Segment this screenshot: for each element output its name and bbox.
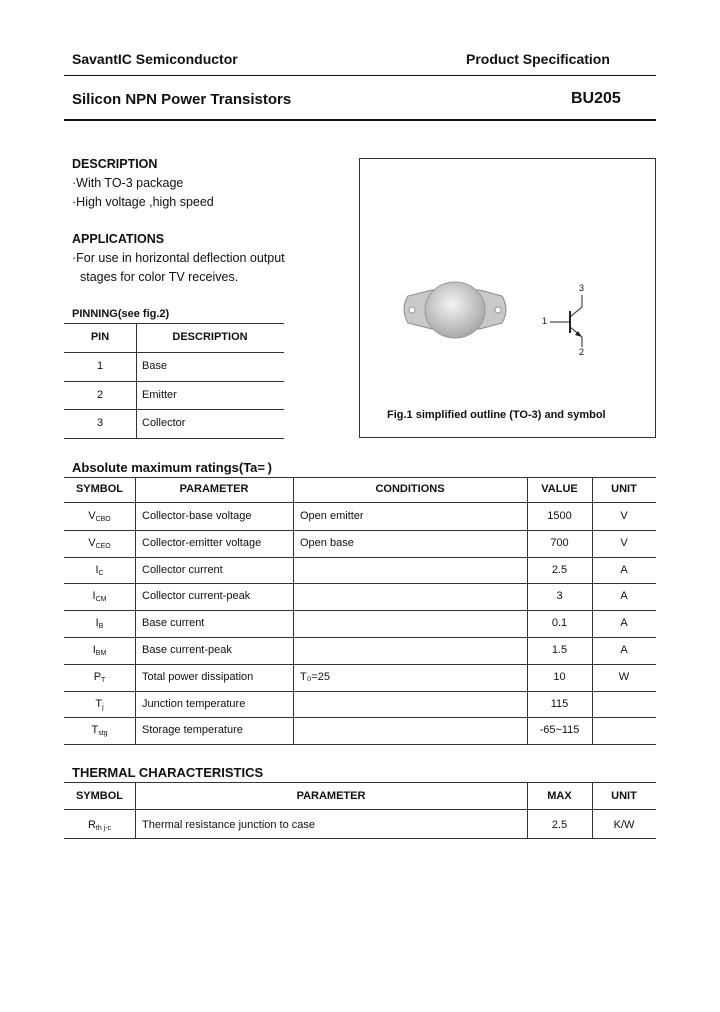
abs-symbol: $V_{CBO}$ [88,510,111,523]
pin-label-emitter: 2 [579,347,585,357]
abs-parameter: Base current [142,617,205,629]
abs-row-rule [64,637,656,638]
thermal-header-unit: UNIT [611,790,637,802]
abs-condition: Open emitter [300,510,364,522]
pinning-top-rule [64,323,284,324]
pin-number: 2 [96,389,104,401]
transistor-symbol-icon [360,159,657,439]
abs-condition: T₀=25 [300,671,330,683]
pinning-rule [64,409,284,410]
thermal-max: 2.5 [551,819,568,831]
abs-symbol: $I_{BM}$ [92,644,107,657]
abs-value: 3 [556,590,563,602]
pin-description: Base [142,360,168,372]
abs-symbol: $T_{stg}$ [91,724,108,737]
abs-unit: A [620,564,628,576]
abs-parameter: Base current-peak [142,644,232,656]
abs-header-conditions: CONDITIONS [375,483,445,495]
title-divider [64,119,656,121]
abs-symbol: $V_{CEO}$ [88,537,111,550]
abs-unit: W [618,671,630,683]
abs-parameter: Storage temperature [142,724,243,736]
abs-header-symbol: SYMBOL [75,483,124,495]
abs-header-rule [64,502,656,503]
applications-line: ·For use in horizontal deflection output [72,251,285,265]
pinning-header-pin: PIN [90,331,110,343]
description-item: ·With TO-3 package [72,176,184,190]
abs-symbol: $I_{CM}$ [92,590,107,603]
thermal-header-symbol: SYMBOL [75,790,124,802]
abs-unit: A [620,590,628,602]
abs-max-top-rule [64,477,656,478]
thermal-bottom-rule [64,838,656,839]
pin-number: 1 [96,360,104,372]
thermal-parameter: Thermal resistance junction to case [142,819,316,831]
pin-description: Collector [142,417,186,429]
abs-value: 115 [550,698,569,710]
thermal-header-rule [64,809,656,810]
company-name: SavantIC Semiconductor [72,51,238,67]
abs-max-title: Absolute maximum ratings(Ta= ) [72,460,272,475]
abs-symbol: $P_T$ [93,671,106,684]
abs-parameter: Collector current [142,564,223,576]
abs-row-rule [64,557,656,558]
abs-parameter: Collector-emitter voltage [142,537,262,549]
doc-type: Product Specification [466,51,610,67]
pinning-rule [64,381,284,382]
thermal-symbol: $R_{th j-c}$ [87,819,112,832]
product-line: Silicon NPN Power Transistors [72,91,292,108]
abs-parameter: Total power dissipation [142,671,254,683]
abs-value: -65~115 [539,724,580,736]
abs-symbol: $I_B$ [95,617,104,630]
abs-header-parameter: PARAMETER [179,483,249,495]
pin-label-base: 1 [542,316,548,326]
pinning-rule [64,352,284,353]
applications-line: stages for color TV receives. [80,270,239,284]
description-item: ·High voltage ,high speed [72,195,214,209]
abs-row-rule [64,530,656,531]
abs-unit: A [620,617,628,629]
abs-row-rule [64,664,656,665]
thermal-unit: K/W [613,819,635,831]
abs-parameter: Collector current-peak [142,590,251,602]
figure-caption: Fig.1 simplified outline (TO-3) and symbol [387,409,606,421]
abs-condition: Open base [300,537,354,549]
abs-row-rule [64,744,656,745]
abs-row-rule [64,583,656,584]
abs-value: 0.1 [551,617,568,629]
description-title: DESCRIPTION [72,157,158,171]
abs-row-rule [64,717,656,718]
pinning-bottom-rule [64,438,284,439]
abs-symbol: $I_C$ [95,564,104,577]
pin-description: Emitter [142,389,177,401]
thermal-top-rule [64,782,656,783]
thermal-title: THERMAL CHARACTERISTICS [72,765,264,780]
abs-value: 2.5 [551,564,568,576]
header-divider [64,75,656,76]
abs-unit: A [620,644,628,656]
abs-header-unit: UNIT [611,483,637,495]
part-number: BU205 [571,90,621,107]
abs-row-rule [64,610,656,611]
thermal-header-max: MAX [547,790,572,802]
abs-value: 1.5 [551,644,568,656]
abs-value: 700 [550,537,569,549]
applications-title: APPLICATIONS [72,232,165,246]
abs-unit: V [620,537,628,549]
pinning-title: PINNING(see fig.2) [72,308,170,320]
abs-row-rule [64,691,656,692]
abs-header-value: VALUE [541,483,578,495]
abs-parameter: Junction temperature [142,698,246,710]
pinning-header-desc: DESCRIPTION [172,331,248,343]
pin-number: 3 [96,417,104,429]
abs-value: 10 [553,671,566,683]
abs-unit: V [620,510,628,522]
thermal-header-parameter: PARAMETER [296,790,366,802]
abs-symbol: $T_j$ [95,698,104,711]
abs-value: 1500 [547,510,572,522]
pin-label-collector: 3 [579,283,585,293]
figure-box [359,158,656,438]
abs-parameter: Collector-base voltage [142,510,252,522]
